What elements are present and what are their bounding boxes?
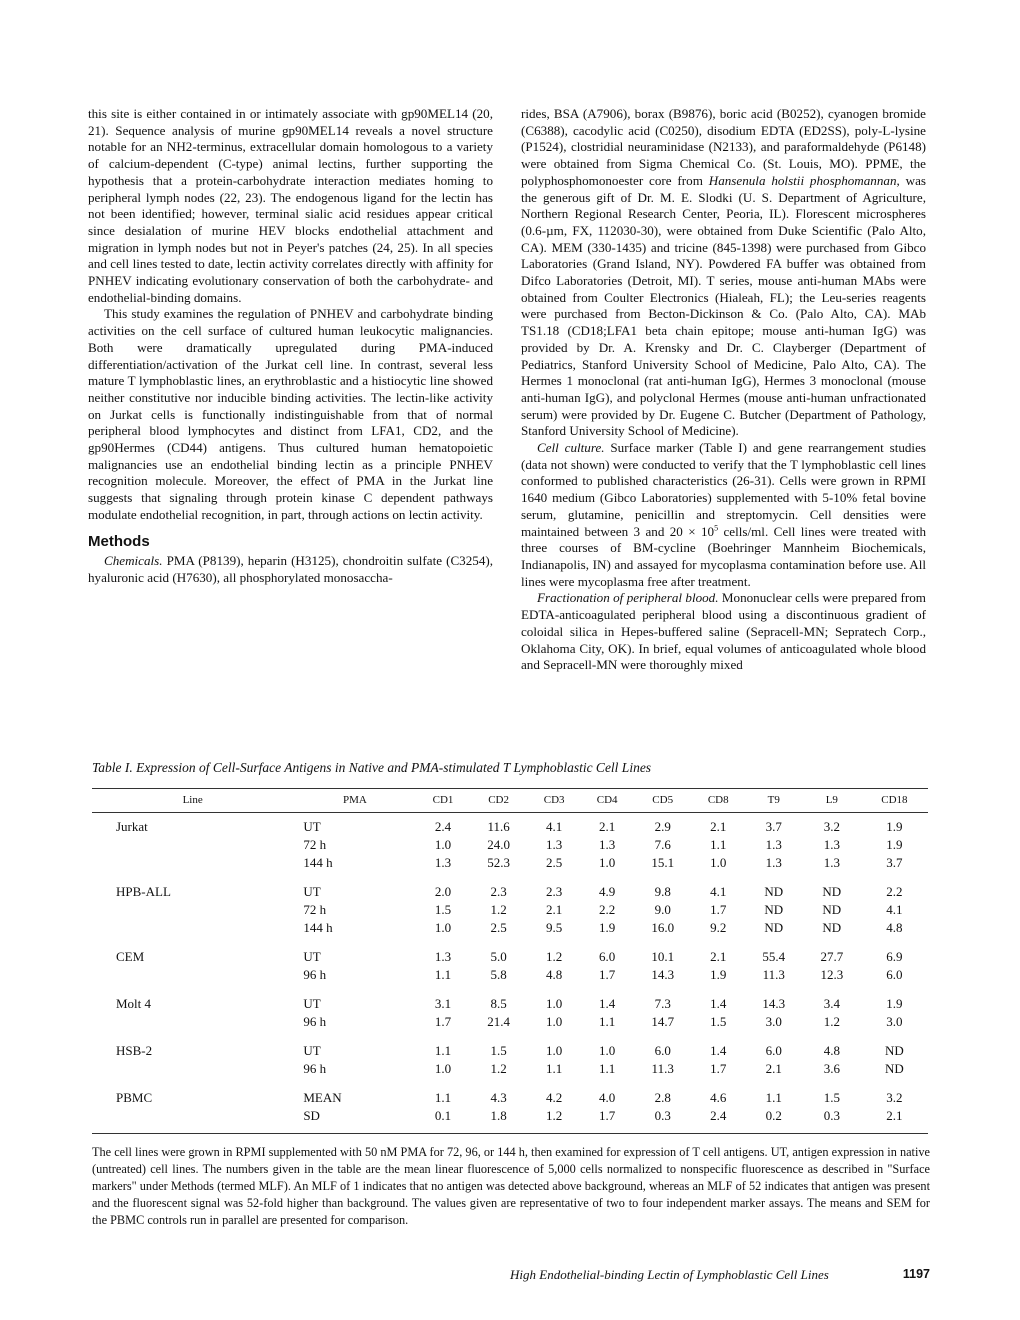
value-cell: 0.3 <box>654 1108 671 1123</box>
pma-cell: 144 h <box>303 855 333 870</box>
table-row <box>92 995 928 1013</box>
table-row <box>92 1060 928 1078</box>
value-cell: 2.4 <box>710 1108 727 1123</box>
value-cell: 6.0 <box>599 949 616 964</box>
value-cell: 6.0 <box>654 1043 671 1058</box>
value-cell: 1.3 <box>546 837 563 852</box>
column-header: CD18 <box>881 794 908 806</box>
fractionation-paragraph <box>521 590 926 674</box>
value-cell: 1.1 <box>765 1090 782 1105</box>
pma-cell: 96 h <box>303 1014 327 1029</box>
pma-cell: UT <box>303 884 321 899</box>
value-cell: 1.4 <box>710 996 727 1011</box>
value-cell: 3.0 <box>765 1014 782 1029</box>
table-footnote: The cell lines were grown in RPMI supplemented with 50 nM PMA for 72, 96, or 144 h, then examined for expression of T cell antigens. UT, antigen expression in native (untreated) cell lines. The numbers given in the table are the mean linear fluorescence of 5,000 cells normalized to nonspecific fluorescence as described in "Surface markers" under Methods (termed MLF). An MLF of 1 indicates that no antigen was detected above background, whereas an MLF of 52 indicates that antigen was present and the fluorescent signal was 52-fold higher than background. The values given are representative of two to four independent marker assays. The means and SEM for the PBMC controls run in parallel are presented for comparison. <box>92 1145 930 1227</box>
value-cell: 1.1 <box>434 1043 452 1058</box>
value-cell: 11.6 <box>487 819 510 834</box>
value-cell: 1.0 <box>546 996 563 1011</box>
value-cell: 1.1 <box>599 1061 616 1076</box>
cell-line-name <box>92 919 293 937</box>
chemicals-subhead: Chemicals. <box>104 553 163 569</box>
column-header: CD8 <box>707 794 729 806</box>
cell-line-name: Jurkat <box>116 819 148 834</box>
value-cell: 1.5 <box>823 1090 840 1105</box>
value-cell: 1.3 <box>765 855 782 870</box>
exponent: 5 <box>714 523 719 533</box>
value-cell: 52.3 <box>487 855 510 870</box>
value-cell: 2.1 <box>599 819 616 834</box>
group-spacer <box>92 872 928 883</box>
value-cell: 1.0 <box>599 855 616 870</box>
reagents-paragraph <box>521 106 926 440</box>
column-header: CD5 <box>652 794 674 806</box>
value-cell: 1.5 <box>434 902 452 917</box>
table-row <box>92 966 928 984</box>
value-cell: 2.5 <box>546 855 563 870</box>
table-row <box>92 836 928 854</box>
cell-culture-subhead: Cell culture. <box>537 440 605 456</box>
cell-line-name: CEM <box>116 949 145 964</box>
page-footer <box>510 1267 930 1283</box>
value-cell: 4.3 <box>490 1090 507 1105</box>
pma-cell: UT <box>303 819 321 834</box>
value-cell: 55.4 <box>762 949 786 964</box>
value-cell: 1.7 <box>599 967 616 982</box>
table-body <box>92 812 928 1125</box>
value-cell: 1.1 <box>434 1090 452 1105</box>
value-cell: 14.7 <box>651 1014 675 1029</box>
cell-line-name: HSB-2 <box>116 1043 153 1058</box>
value-cell: 2.3 <box>490 884 507 899</box>
value-cell: 1.0 <box>546 1014 563 1029</box>
group-spacer <box>92 984 928 995</box>
chemicals-paragraph <box>88 553 493 586</box>
value-cell: 1.5 <box>710 1014 727 1029</box>
value-cell: 7.6 <box>654 837 671 852</box>
value-cell: 2.2 <box>599 902 616 917</box>
column-header: Line <box>182 794 203 806</box>
value-cell: 1.3 <box>434 949 452 964</box>
right-column <box>521 106 926 674</box>
value-cell: 3.2 <box>886 1090 903 1105</box>
pma-cell: 96 h <box>303 1061 327 1076</box>
value-cell: 14.3 <box>651 967 675 982</box>
value-cell: 1.0 <box>434 920 452 935</box>
value-cell: 6.0 <box>765 1043 782 1058</box>
table-row <box>92 1042 928 1060</box>
table-row <box>92 1107 928 1125</box>
value-cell: 4.8 <box>886 920 903 935</box>
value-cell: 9.8 <box>654 884 671 899</box>
value-cell: 1.1 <box>710 837 727 852</box>
value-cell: 1.0 <box>599 1043 616 1058</box>
value-cell: 4.6 <box>710 1090 727 1105</box>
value-cell: 1.5 <box>490 1043 507 1058</box>
left-column <box>88 106 493 587</box>
pma-cell: 96 h <box>303 967 327 982</box>
value-cell: 2.2 <box>886 884 903 899</box>
value-cell: 1.9 <box>886 996 903 1011</box>
table-row <box>92 883 928 901</box>
value-cell: 1.2 <box>490 1061 507 1076</box>
table-caption: Table I. Expression of Cell-Surface Antigens in Native and PMA-stimulated T Lymphoblastic Cell Lines <box>92 760 652 775</box>
value-cell: 1.7 <box>434 1014 452 1029</box>
chemicals-text: PMA (P8139), heparin (H3125), chondroitin sulfate (C3254), hyaluronic acid (H7630), all phosphorylated monosaccha- <box>88 553 493 585</box>
value-cell: 9.5 <box>546 920 563 935</box>
value-cell: 9.0 <box>654 902 671 917</box>
value-cell: 4.1 <box>886 902 903 917</box>
cell-line-name: PBMC <box>116 1090 153 1105</box>
cell-line-name: HPB-ALL <box>116 884 171 899</box>
value-cell: 2.1 <box>765 1061 782 1076</box>
value-cell: 10.1 <box>651 949 675 964</box>
value-cell: 1.2 <box>546 1108 563 1123</box>
value-cell: 1.4 <box>710 1043 727 1058</box>
column-header: CD2 <box>488 794 509 806</box>
value-cell: 2.1 <box>710 819 727 834</box>
value-cell: 3.1 <box>434 996 452 1011</box>
value-cell: 0.1 <box>434 1108 452 1123</box>
table-row <box>92 1089 928 1107</box>
value-cell: 4.1 <box>710 884 727 899</box>
value-cell: 1.9 <box>710 967 727 982</box>
table-row <box>92 812 928 836</box>
value-cell: 1.0 <box>710 855 727 870</box>
cell-line-name <box>92 1013 293 1031</box>
value-cell: 4.9 <box>599 884 616 899</box>
value-cell: 11.3 <box>762 967 785 982</box>
value-cell: 2.1 <box>546 902 563 917</box>
table-top-rule <box>92 788 928 789</box>
table-row <box>92 919 928 937</box>
fractionation-text: Mononuclear cells were prepared from EDTA-anticoagulated peripheral blood using a discontinuous gradient of coloidal silica in Hepes-buffered saline (Sepracell-MN; Sepratech Corp., Oklahoma City, OK). In brief, equal volumes of anticoagulated whole blood and Sepracell-MN were thoroughly mixed <box>521 590 926 673</box>
cell-line-name <box>92 854 293 872</box>
pma-cell: 72 h <box>303 837 327 852</box>
value-cell: 5.0 <box>490 949 507 964</box>
cell-culture-text-rest: cells/ml. Cell lines were treated with three courses of BM-cycline (Boehringer Mannheim Biochemicals, Indianapolis, IN) and assayed for mycoplasma contamination before use. All lines were mycoplasma free after treatment. <box>521 523 926 589</box>
value-cell: 12.3 <box>820 967 844 982</box>
column-header: L9 <box>825 794 838 806</box>
value-cell: 1.9 <box>886 819 903 834</box>
value-cell: 1.2 <box>823 1014 840 1029</box>
value-cell: 3.6 <box>823 1061 840 1076</box>
species-name: Hansenula holstii phosphomannan, <box>708 172 900 188</box>
pma-cell: UT <box>303 949 321 964</box>
value-cell: 2.8 <box>654 1090 671 1105</box>
value-cell: 3.2 <box>823 819 840 834</box>
cell-line-name <box>92 1107 293 1125</box>
running-title: High Endothelial-binding Lectin of Lymphoblastic Cell Lines <box>510 1267 829 1282</box>
value-cell: 2.5 <box>490 920 507 935</box>
value-cell: 5.8 <box>490 967 507 982</box>
column-header: CD4 <box>596 794 618 806</box>
value-cell: ND <box>822 902 842 917</box>
reagents-text-rest: was the generous gift of Dr. M. E. Slodki (U. S. Department of Agriculture, Northern Regional Research Center, Peoria, IL). Florescent microspheres (0.6-µm, FX, 112030-30), were obtained from Duke Scientific (Palo Alto, CA). MEM (330-1435) and tricine (845-1398) were purchased from Gibco Laboratories (Grand Island, NY). Powdered FA buffer was obtained from Difco Laboratories (Detroit, MI). T series, mouse anti-human MAbs were obtained from Coulter Electronics (Hialeah, FL); the Leu-series reagents were purchased from Becton-Dickinson & Co. (Palo Alto, CA). MAb TS1.18 (CD18;LFA1 beta chain epitope; mouse anti-human IgG) was provided by Dr. A. Krensky and Dr. C. Clayberger (Department of Pediatrics, Stanford University School of Medicine, Palo Alto, CA). The Hermes 1 monoclonal (rat anti-human IgG), Hermes 3 monoclonal (mouse anti-human IgG), and polyclonal Hermes (mouse anti-human unfractionated serum) were provided by Dr. Eugene C. Butcher (Department of Pathology, Stanford University School of Medicine). <box>521 172 926 439</box>
value-cell: ND <box>764 884 784 899</box>
value-cell: ND <box>822 884 842 899</box>
cell-culture-paragraph <box>521 440 926 590</box>
pma-cell: 144 h <box>303 920 333 935</box>
value-cell: 1.1 <box>546 1061 563 1076</box>
value-cell: 2.1 <box>886 1108 903 1123</box>
cell-line-name: Molt 4 <box>116 996 152 1011</box>
cell-line-name <box>92 836 293 854</box>
value-cell: 3.0 <box>886 1014 903 1029</box>
table-row <box>92 1013 928 1031</box>
value-cell: 4.8 <box>546 967 563 982</box>
value-cell: 27.7 <box>820 949 844 964</box>
value-cell: 1.8 <box>490 1108 507 1123</box>
table-row <box>92 854 928 872</box>
value-cell: 1.3 <box>823 837 840 852</box>
value-cell: ND <box>764 920 784 935</box>
value-cell: 2.3 <box>546 884 563 899</box>
fractionation-subhead: Fractionation of peripheral blood. <box>537 590 719 606</box>
methods-heading: Methods <box>88 532 150 550</box>
cell-line-name <box>92 901 293 919</box>
value-cell: 2.4 <box>434 819 452 834</box>
value-cell: 1.0 <box>434 837 452 852</box>
cell-line-name <box>92 966 293 984</box>
column-header: CD3 <box>543 794 565 806</box>
value-cell: 1.1 <box>599 1014 616 1029</box>
column-header: PMA <box>343 794 367 806</box>
cell-culture-text: Surface marker (Table I) and gene rearrangement studies (data not shown) were conducted to verify that the T lymphoblastic cell lines conformed to published characteristics (26-31). Cells were grown in RPMI 1640 medium (Gibco Laboratories) supplemented with 5-10% fetal bovine serum, glutamine, penicillin and streptomycin. Cell densities were maintained between 3 and 20 × 10 <box>521 440 926 539</box>
value-cell: 0.2 <box>765 1108 782 1123</box>
group-spacer <box>92 1031 928 1042</box>
value-cell: 6.9 <box>886 949 903 964</box>
pma-cell: UT <box>303 996 321 1011</box>
value-cell: 1.1 <box>434 967 452 982</box>
column-header: T9 <box>767 794 780 806</box>
value-cell: 24.0 <box>487 837 510 852</box>
value-cell: 1.9 <box>599 920 616 935</box>
left-paragraph-1: this site is either contained in or intimately associate with gp90MEL14 (20, 21). Sequence analysis of murine gp90MEL14 reveals a novel structure notable for an NH2-terminus, extracellular domain homologous to a variety of calcium-dependent (C-type) animal lectins, further supporting the hypothesis that a protein-carbohydrate interaction mediates homing to peripheral lymph nodes (22, 23). The endogenous ligand for the lectin has not been identified; however, terminal sialic acid residues appear critical since desialation of murine HEV blocks endothelial attachment and migration in lymph nodes but not in Peyer's patches (24, 25). In all species and cell lines tested to date, lectin activity correlates directly with affinity for PNHEV indicating evolutionary conservation of both the carbohydrate- and endothelial-binding domains. <box>88 106 493 305</box>
page-number: 1197 <box>902 1267 930 1281</box>
value-cell: ND <box>885 1061 904 1076</box>
value-cell: 0.3 <box>823 1108 840 1123</box>
value-cell: 1.3 <box>599 837 616 852</box>
value-cell: ND <box>764 902 784 917</box>
value-cell: 15.1 <box>651 855 675 870</box>
value-cell: ND <box>822 920 842 935</box>
value-cell: ND <box>885 1043 904 1058</box>
pma-cell: MEAN <box>303 1090 342 1105</box>
value-cell: 8.5 <box>490 996 507 1011</box>
table-header-row <box>92 792 928 812</box>
cell-line-name <box>92 1060 293 1078</box>
value-cell: 1.7 <box>710 902 727 917</box>
value-cell: 21.4 <box>487 1014 510 1029</box>
value-cell: 1.7 <box>599 1108 616 1123</box>
table-bottom-rule <box>92 1133 928 1134</box>
value-cell: 1.3 <box>765 837 782 852</box>
value-cell: 3.7 <box>765 819 782 834</box>
value-cell: 1.3 <box>823 855 840 870</box>
value-cell: 2.9 <box>654 819 671 834</box>
value-cell: 1.7 <box>710 1061 727 1076</box>
column-header: CD1 <box>432 794 454 806</box>
value-cell: 1.3 <box>434 855 452 870</box>
value-cell: 1.2 <box>490 902 507 917</box>
group-spacer <box>92 1078 928 1089</box>
value-cell: 4.1 <box>546 819 563 834</box>
table-row <box>92 901 928 919</box>
reagents-text: rides, BSA (A7906), borax (B9876), boric acid (B0252), cyanogen bromide (C6388), cacodylic acid (C0250), disodium EDTA (ED2SS), poly-L-lysine (P1524), clostridial neuraminidase (N2133), and paraformaldehyde (P6148) were obtained from Sigma Chemical Co. (St. Louis, MO). PPME, the polyphosphomonoester core from <box>521 106 926 188</box>
pma-cell: SD <box>303 1108 320 1123</box>
value-cell: 1.2 <box>546 949 563 964</box>
pma-cell: 72 h <box>303 902 327 917</box>
value-cell: 6.0 <box>886 967 903 982</box>
value-cell: 1.0 <box>434 1061 452 1076</box>
value-cell: 1.9 <box>886 837 903 852</box>
value-cell: 1.4 <box>599 996 616 1011</box>
left-paragraph-2: This study examines the regulation of PNHEV and carbohydrate binding activities on the cell surface of cultured human leukocytic malignancies. Both were dramatically upregulated during PMA-induced differentiation/activation of the Jurkat cell line. In contrast, several less mature T lymphoblastic lines, an erythroblastic and a histiocytic line showed neither constitutive nor inducible binding activities. The lectin-like activity on Jurkat cells is functionally indistinguishable from that of normal peripheral blood lymphocytes and distinct from LFA1, CD2, and the gp90Hermes (CD44) antigens. Thus cultured human hematopoietic malignancies use an endothelial binding lectin as a principle PNHEV recognition molecule. Moreover, the effect of PMA in the Jurkat line suggests that signaling through protein kinase C dependent pathways modulate endothelial recognition, in part, through actions on lectin activity. <box>88 306 493 522</box>
value-cell: 4.2 <box>546 1090 563 1105</box>
value-cell: 3.7 <box>886 855 903 870</box>
value-cell: 2.1 <box>710 949 727 964</box>
table-row <box>92 948 928 966</box>
antigen-table <box>92 792 928 1125</box>
value-cell: 2.0 <box>434 884 452 899</box>
value-cell: 14.3 <box>762 996 786 1011</box>
value-cell: 3.4 <box>823 996 840 1011</box>
value-cell: 4.8 <box>823 1043 840 1058</box>
value-cell: 16.0 <box>651 920 675 935</box>
pma-cell: UT <box>303 1043 321 1058</box>
value-cell: 7.3 <box>654 996 671 1011</box>
value-cell: 4.0 <box>599 1090 616 1105</box>
value-cell: 9.2 <box>710 920 727 935</box>
group-spacer <box>92 937 928 948</box>
value-cell: 11.3 <box>651 1061 674 1076</box>
value-cell: 1.0 <box>546 1043 563 1058</box>
